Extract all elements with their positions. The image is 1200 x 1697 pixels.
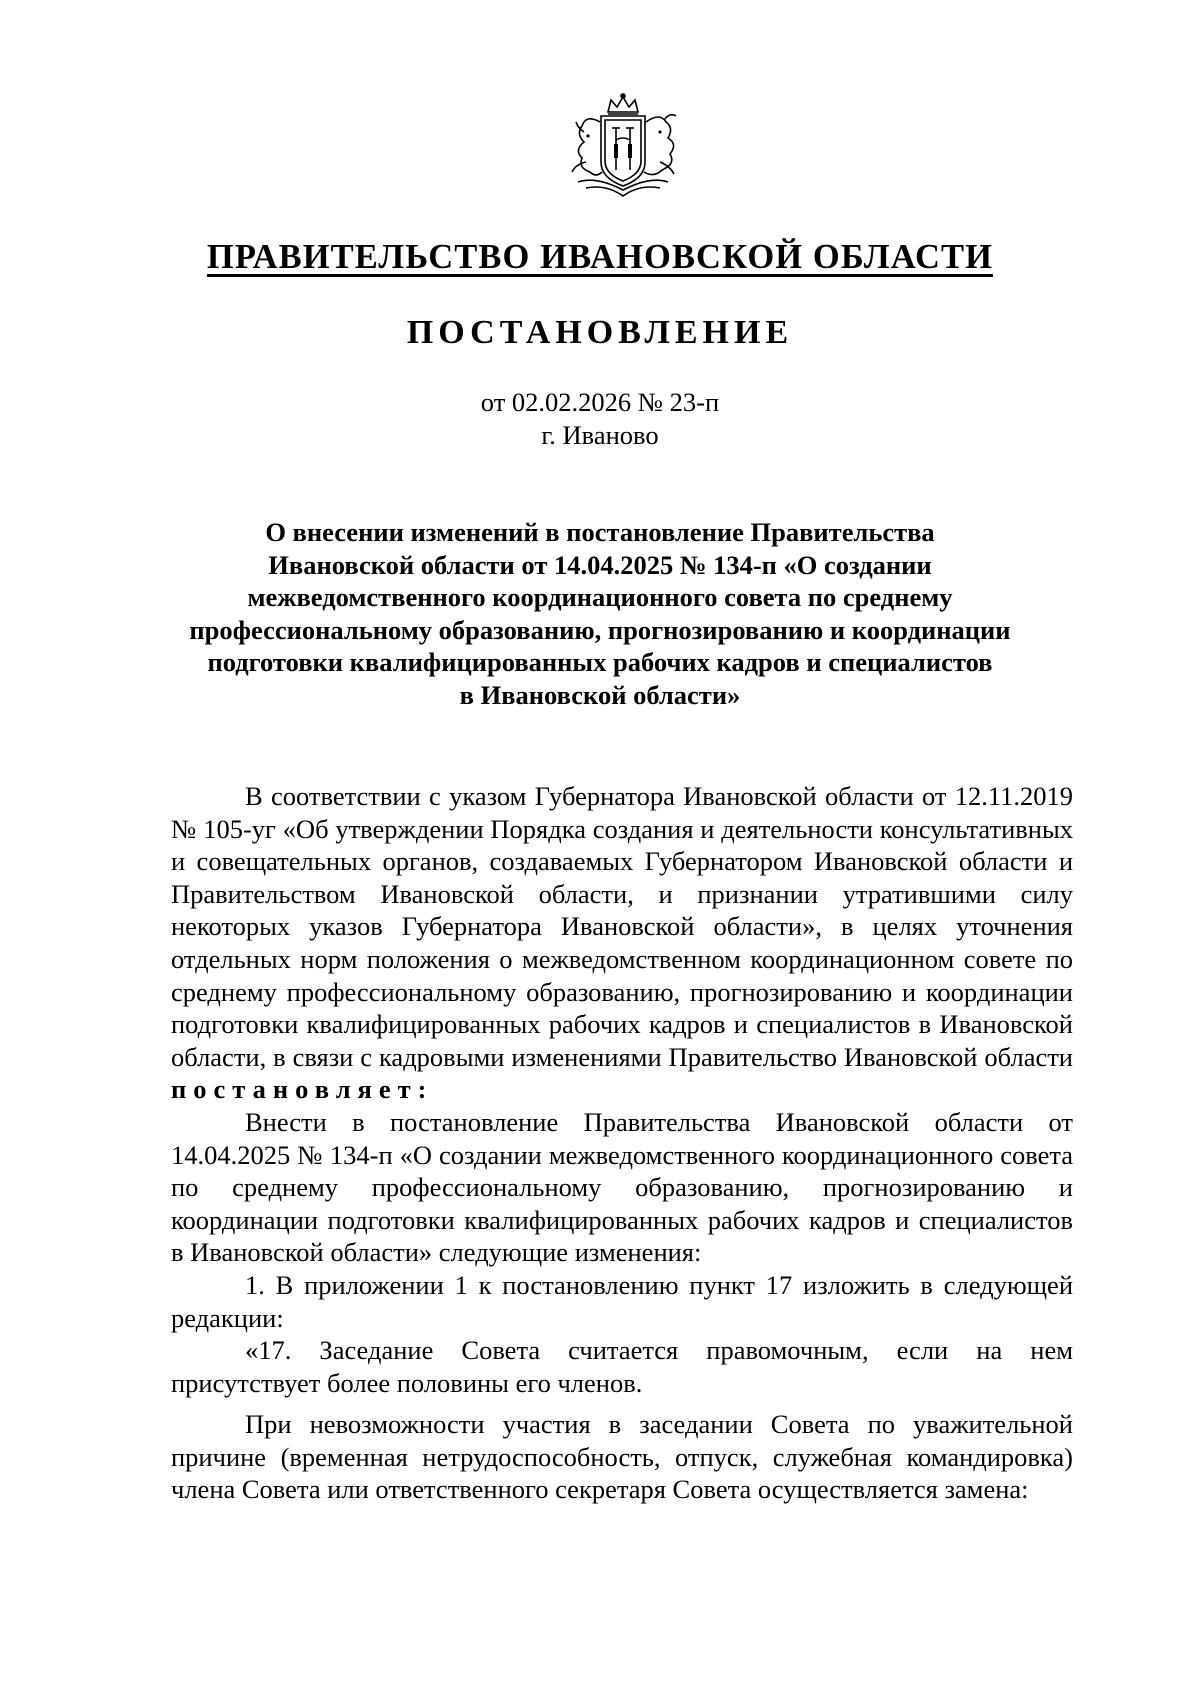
subject-line: О внесении изменений в постановление Правительства: [265, 517, 935, 547]
coat-of-arms-icon: [556, 92, 690, 200]
item-1-paragraph: 1. В приложении 1 к постановлению пункт 17 изложить в следующей редакции:: [171, 1269, 1073, 1333]
document-subject: [150, 516, 1050, 712]
document-body: [171, 780, 1073, 1506]
document-type: ПОСТАНОВЛЕНИЕ: [406, 314, 794, 351]
quote-17-paragraph: «17. Заседание Совета считается правомочным, если на нем присутствует более половины его членов.: [171, 1335, 1073, 1398]
amend-intro-paragraph: Внести в постановление Правительства Ивановской области от 14.04.2025 № 134-п «О создании межведомственного координационного совета по среднему профессиональному образованию, прогнозированию и координации подготовки квалифицированных рабочих кадров и специалистов в Ивановской области» следующие изменения:: [171, 1106, 1073, 1268]
document-city: г. Иваново: [541, 420, 659, 450]
preamble-text: В соответствии с указом Губернатора Ивановской области от 12.11.2019 № 105-уг «Об утверждении Порядка создания и деятельности консультативных и совещательных органов, создаваемых Губернатором Ивановской области и Правительством Ивановской области, и признании утратившими силу некоторых указов Губернатора Ивановской области», в целях уточнения отдельных норм положения о межведомственном координационном совете по среднему профессиональному образованию, прогнозированию и координации подготовки квалифицированных рабочих кадров и специалистов в Ивановской области, в связи с кадровыми изменениями Правительство Ивановской области: [171, 781, 1073, 1072]
subject-line: в Ивановской области»: [459, 679, 741, 710]
organization-name: ПРАВИТЕЛЬСТВО ИВАНОВСКОЙ ОБЛАСТИ: [206, 238, 994, 276]
subject-line: Ивановской области от 14.04.2025 № 134-п «О создании: [268, 549, 932, 580]
organization-title: [0, 232, 1200, 282]
resolves-keyword: постановляет:: [171, 1074, 434, 1105]
subject-line: профессиональному образованию, прогнозированию и координации: [189, 614, 1011, 645]
document-date-number: от 02.02.2026 № 23-п: [480, 387, 720, 417]
replacement-paragraph: При невозможности участия в заседании Совета по уважительной причине (временная нетрудоспособность, отпуск, служебная командировка) члена Совета или ответственного секретаря Совета осуществляется замена:: [171, 1409, 1073, 1505]
subject-line: подготовки квалифицированных рабочих кадров и специалистов: [207, 647, 993, 678]
preamble-paragraph: [171, 780, 1073, 1106]
subject-line: межведомственного координационного совета по среднему: [247, 582, 953, 613]
